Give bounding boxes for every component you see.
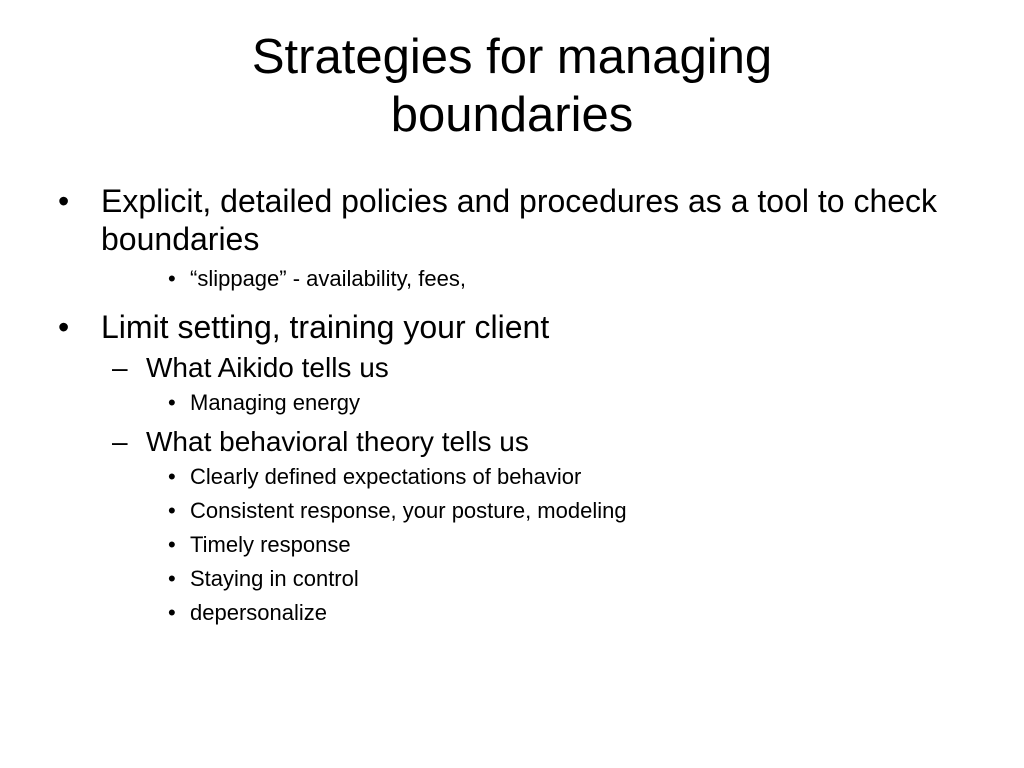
bullet-marker: •	[58, 183, 70, 219]
bullet-marker: •	[168, 498, 176, 523]
sub-bullet-item	[0, 460, 1024, 494]
bullet-text: What Aikido tells us	[146, 352, 389, 383]
sub-bullet-item	[0, 528, 1024, 562]
bullet-marker: •	[168, 390, 176, 415]
bullet-text: Managing energy	[190, 390, 361, 415]
sub-bullet-item	[0, 596, 1024, 630]
dash-marker: –	[112, 352, 128, 383]
bullet-text: Timely response	[190, 532, 351, 557]
bullet-item	[0, 182, 1024, 258]
bullet-text: depersonalize	[190, 600, 327, 625]
bullet-text: Consistent response, your posture, modeling	[190, 498, 627, 523]
slide-title: Strategies for managing boundaries	[251, 30, 773, 142]
dash-item	[0, 350, 1024, 386]
bullet-marker: •	[168, 566, 176, 591]
dash-marker: –	[112, 426, 128, 457]
bullet-marker: •	[168, 600, 176, 625]
bullet-text: What behavioral theory tells us	[146, 426, 529, 457]
bullet-text: “slippage” - availability, fees,	[190, 266, 466, 291]
bullet-text: Explicit, detailed policies and procedures as a tool to check boundaries	[101, 183, 938, 257]
bullet-marker: •	[58, 309, 70, 345]
sub-bullet-item	[0, 386, 1024, 420]
sub-bullet-item	[0, 262, 1024, 296]
bullet-item	[0, 308, 1024, 346]
bullet-text: Limit setting, training your client	[101, 309, 550, 345]
dash-item	[0, 424, 1024, 460]
bullet-text: Clearly defined expectations of behavior	[190, 464, 582, 489]
sub-bullet-item	[0, 562, 1024, 596]
bullet-marker: •	[168, 464, 176, 489]
bullet-list	[0, 182, 1024, 630]
bullet-marker: •	[168, 266, 176, 291]
sub-bullet-item	[0, 494, 1024, 528]
bullet-text: Staying in control	[190, 566, 359, 591]
bullet-marker: •	[168, 532, 176, 557]
